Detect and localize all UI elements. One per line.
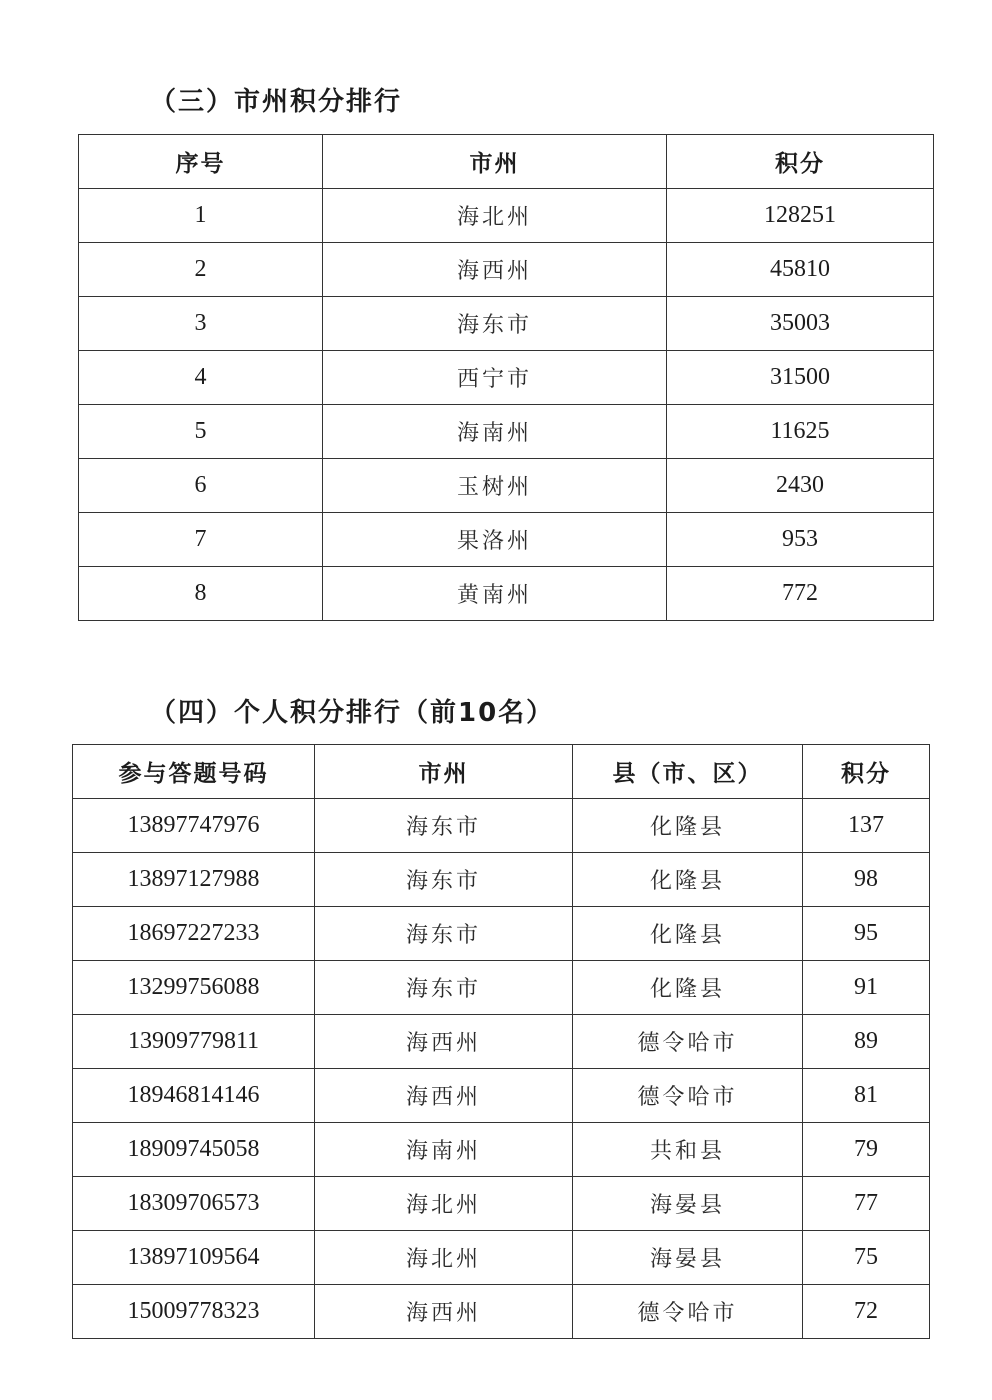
score-value: 98 (803, 853, 930, 907)
county-name: 化隆县 (573, 907, 803, 961)
score-value: 31500 (667, 351, 934, 405)
rank-index: 8 (79, 567, 323, 621)
county-name: 化隆县 (573, 961, 803, 1015)
table-row (79, 513, 934, 567)
rank-index: 1 (79, 189, 323, 243)
header-index: 序号 (79, 135, 323, 189)
table-row (73, 1285, 930, 1339)
rank-index: 2 (79, 243, 323, 297)
table-row (79, 189, 934, 243)
score-value: 81 (803, 1069, 930, 1123)
city-name: 海东市 (315, 907, 573, 961)
city-name: 黄南州 (323, 567, 667, 621)
city-name: 海东市 (315, 853, 573, 907)
score-value: 75 (803, 1231, 930, 1285)
table-row (73, 1069, 930, 1123)
city-name: 海西州 (315, 1015, 573, 1069)
table-row (73, 799, 930, 853)
score-value: 772 (667, 567, 934, 621)
table-row (79, 567, 934, 621)
city-name: 海西州 (315, 1285, 573, 1339)
county-name: 德令哈市 (573, 1069, 803, 1123)
phone-number: 18309706573 (73, 1177, 315, 1231)
city-name: 海北州 (315, 1177, 573, 1231)
phone-number: 13897747976 (73, 799, 315, 853)
score-value: 137 (803, 799, 930, 853)
table-row (79, 297, 934, 351)
county-name: 化隆县 (573, 853, 803, 907)
city-name: 海南州 (323, 405, 667, 459)
table-row (79, 243, 934, 297)
phone-number: 18909745058 (73, 1123, 315, 1177)
score-value: 2430 (667, 459, 934, 513)
city-name: 西宁市 (323, 351, 667, 405)
header-city: 市州 (315, 745, 573, 799)
county-name: 共和县 (573, 1123, 803, 1177)
city-name: 海西州 (323, 243, 667, 297)
county-name: 德令哈市 (573, 1285, 803, 1339)
score-value: 77 (803, 1177, 930, 1231)
score-value: 79 (803, 1123, 930, 1177)
city-name: 海北州 (323, 189, 667, 243)
city-name: 玉树州 (323, 459, 667, 513)
city-ranking-table (78, 134, 934, 621)
county-name: 德令哈市 (573, 1015, 803, 1069)
score-value: 72 (803, 1285, 930, 1339)
score-value: 35003 (667, 297, 934, 351)
county-name: 海晏县 (573, 1177, 803, 1231)
phone-number: 13299756088 (73, 961, 315, 1015)
rank-index: 6 (79, 459, 323, 513)
city-name: 海东市 (315, 799, 573, 853)
city-name: 海东市 (315, 961, 573, 1015)
header-phone: 参与答题号码 (73, 745, 315, 799)
section-title-city-ranking: （三）市州积分排行 (150, 87, 403, 117)
phone-number: 13909779811 (73, 1015, 315, 1069)
score-value: 95 (803, 907, 930, 961)
city-name: 果洛州 (323, 513, 667, 567)
phone-number: 13897109564 (73, 1231, 315, 1285)
phone-number: 15009778323 (73, 1285, 315, 1339)
header-score: 积分 (803, 745, 930, 799)
city-name: 海东市 (323, 297, 667, 351)
score-value: 11625 (667, 405, 934, 459)
table-row (73, 1015, 930, 1069)
score-value: 91 (803, 961, 930, 1015)
table-header-row (73, 745, 930, 799)
table-row (79, 459, 934, 513)
rank-index: 5 (79, 405, 323, 459)
score-value: 45810 (667, 243, 934, 297)
table-row (79, 351, 934, 405)
section-title-personal-ranking: （四）个人积分排行（前10名） (150, 698, 555, 728)
city-name: 海北州 (315, 1231, 573, 1285)
score-value: 89 (803, 1015, 930, 1069)
score-value: 953 (667, 513, 934, 567)
county-name: 化隆县 (573, 799, 803, 853)
table-row (73, 853, 930, 907)
rank-index: 3 (79, 297, 323, 351)
table-row (73, 961, 930, 1015)
rank-index: 4 (79, 351, 323, 405)
table-row (73, 1177, 930, 1231)
table-header-row (79, 135, 934, 189)
table-row (73, 1123, 930, 1177)
rank-index: 7 (79, 513, 323, 567)
city-name: 海南州 (315, 1123, 573, 1177)
score-value: 128251 (667, 189, 934, 243)
header-city: 市州 (323, 135, 667, 189)
personal-ranking-table (72, 744, 930, 1339)
table-row (79, 405, 934, 459)
table-row (73, 1231, 930, 1285)
phone-number: 13897127988 (73, 853, 315, 907)
table-row (73, 907, 930, 961)
header-county: 县（市、区） (573, 745, 803, 799)
header-score: 积分 (667, 135, 934, 189)
phone-number: 18946814146 (73, 1069, 315, 1123)
city-name: 海西州 (315, 1069, 573, 1123)
county-name: 海晏县 (573, 1231, 803, 1285)
phone-number: 18697227233 (73, 907, 315, 961)
